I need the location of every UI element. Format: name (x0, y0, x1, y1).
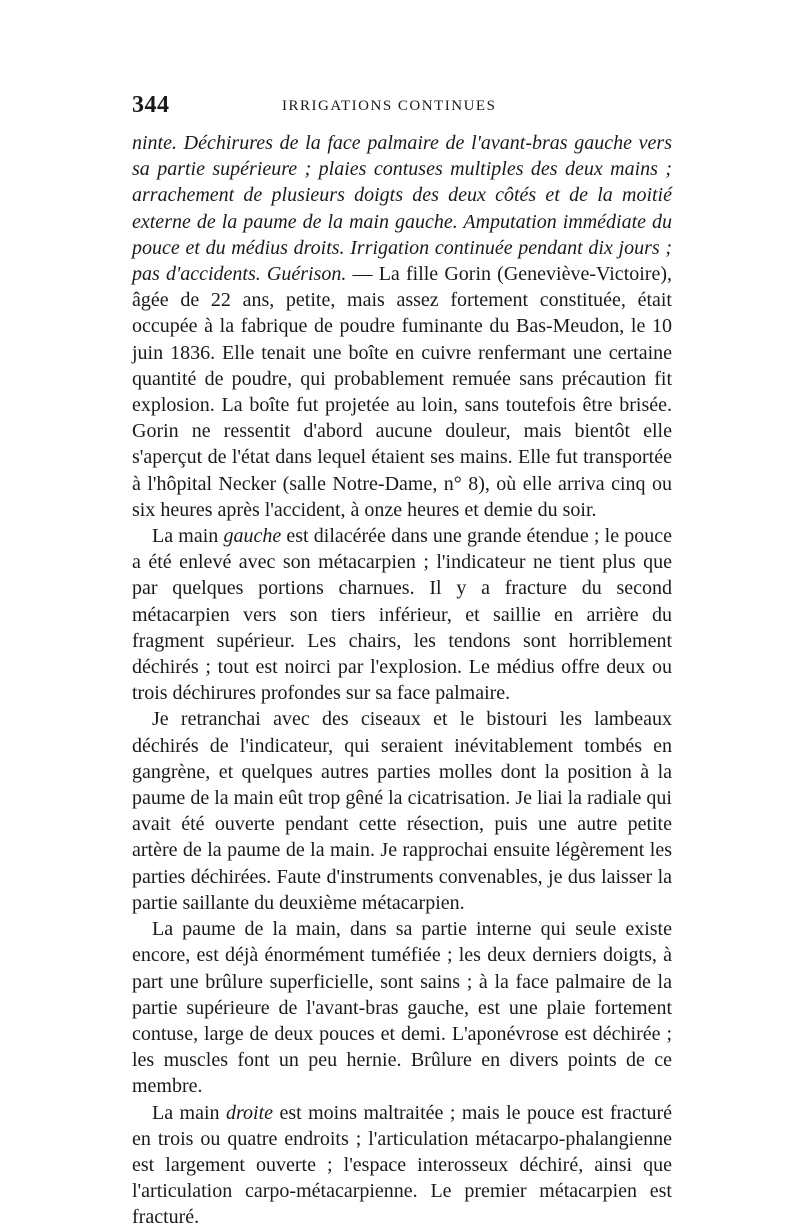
running-title: IRRIGATIONS CONTINUES (282, 98, 497, 114)
left-hand-text-b: est dilacérée dans une grande étendue ; le pouce a été enlevé avec son métacarpien ; l'indicateur ne tient plus que par quelques portions charnues. Il y a fracture du second métacarpien vers son tiers inférieur, et saillie en arrière du fragment supérieur. Les chairs, les tendons sont horriblement déchirés ; tout est noirci par l'explosion. Le médius offre deux ou trois déchirures profondes sur sa face palmaire. (132, 525, 672, 705)
right-hand-emphasis: droite (225, 1101, 274, 1124)
paragraph-case-summary (132, 130, 672, 523)
paragraph-treatment: Je retranchai avec des ciseaux et le bistouri les lambeaux déchirés de l'indicateur, qui seraient inévitablement tombés en gangrène, et quelques autres parties molles dont la position à la paume de la main eût trop gêné la cicatrisation. Je liai la radiale qui avait été ouverte pendant cette résection, puis une autre petite artère de la paume de la main. Je rapprochai ensuite légèrement les parties déchirées. Faute d'instruments convenables, je dus laisser la partie saillante du deuxième métacarpien. (132, 708, 672, 914)
paragraph-right-hand (132, 1100, 672, 1231)
paragraph-left-hand (132, 523, 672, 706)
running-header (132, 92, 672, 130)
body-text (132, 130, 672, 1231)
right-hand-text-a: La main (152, 1101, 226, 1124)
page-number: 344 (132, 92, 170, 118)
paragraph-palm: La paume de la main, dans sa partie interne qui seule existe encore, est déjà énormément tuméfiée ; les deux derniers doigts, à part une brûlure superficielle, sont sains ; à la face palmaire de la partie supérieure de l'avant-bras gauche, est une plaie fortement contuse, large de deux pouces et demi. L'aponévrose est déchirée ; les muscles font un peu hernie. Brûlure en divers points de ce membre. (132, 918, 672, 1098)
case-history-text: — La fille Gorin (Geneviève-Victoire), âgée de 22 ans, petite, mais assez fortement constituée, était occupée à la fabrique de poudre fuminante du Bas-Meudon, le 10 juin 1836. Elle tenait une boîte en cuivre renfermant une certaine quantité de poudre, qui probablement remuée sans précaution fit explosion. La boîte fut projetée au loin, sans toutefois être brisée. Gorin ne ressentit d'abord aucune douleur, mais bientôt elle s'aperçut de l'état dans lequel étaient ses mains. Elle fut transportée à l'hôpital Necker (salle Notre-Dame, n° 8), où elle arriva cinq ou six heures après l'accident, à onze heures et demie du soir. (132, 263, 672, 521)
left-hand-emphasis: gauche (223, 525, 282, 548)
left-hand-text-a: La main (152, 525, 224, 548)
book-page (132, 92, 672, 1231)
case-summary-italic: ninte. Déchirures de la face palmaire de l'avant-bras gauche vers sa partie supérieure ; plaies contuses multiples des deux mains ; arrachement de plusieurs doigts des deux côtés et de la moitié externe de la paume de la main gauche. Amputation immédiate du pouce et du médius droits. Irrigation continuée pendant dix jours ; pas d'accidents. Guérison. (132, 132, 672, 286)
right-hand-text-b: est moins maltraitée ; mais le pouce est fracturé en trois ou quatre endroits ; l'articulation métacarpo-phalangienne est largement ouverte ; l'espace interosseux déchiré, ainsi que l'articulation carpo-métacarpienne. Le premier métacarpien est fracturé. (132, 1101, 672, 1229)
